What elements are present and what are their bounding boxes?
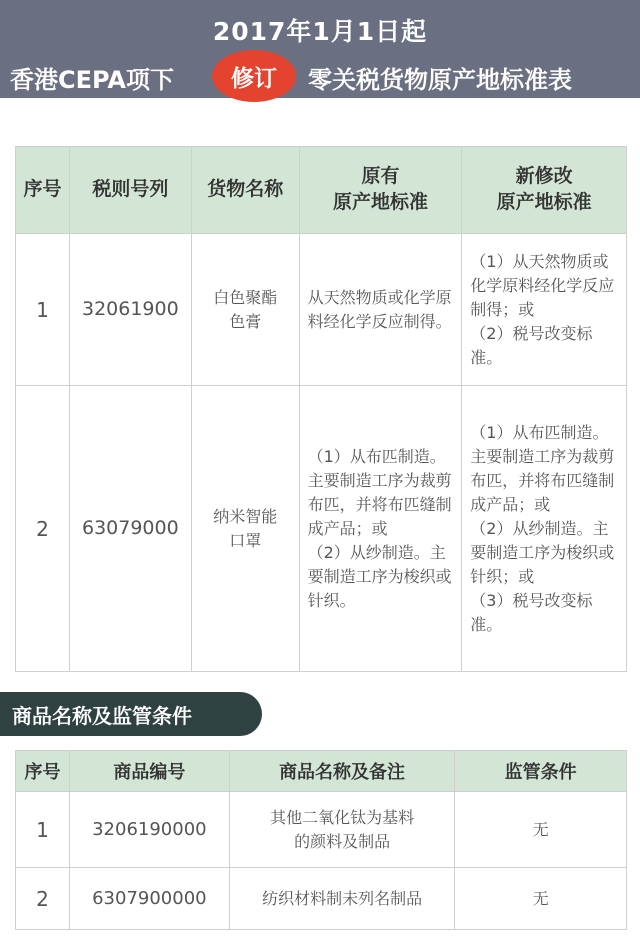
revised-badge: 修订 [212,50,296,102]
cell-new-standard: （1）从天然物质或化学原料经化学反应制得；或 （2）税号改变标准。 [462,234,627,386]
header-commodity-code: 商品编号 [69,751,229,792]
header-old-standard: 原有 原产地标准 [299,147,462,234]
table-row [16,792,627,868]
cell-goods-name: 白色聚酯色膏 [191,234,299,386]
banner-title-line [0,54,640,94]
cell-commodity-code: 3206190000 [69,792,229,868]
cell-commodity-name: 其他二氧化钛为基料 的颜料及制品 [229,792,455,868]
table-row [16,386,627,672]
header-supervision: 监管条件 [455,751,627,792]
cell-supervision: 无 [455,868,627,930]
banner-date-line: 2017年1月1日起 [212,17,428,46]
title-banner [0,0,640,98]
cell-new-standard: （1）从布匹制造。主要制造工序为裁剪布匹，并将布匹缝制成产品；或 （2）从纱制造。主要制造工序为梭织或针织；或 （3）税号改变标准。 [462,386,627,672]
cell-no: 1 [16,792,70,868]
supervision-table [15,750,627,930]
table-header-row [16,147,627,234]
table-row [16,234,627,386]
header-goods-name: 货物名称 [191,147,299,234]
cell-old-standard: 从天然物质或化学原料经化学反应制得。 [299,234,462,386]
header-no: 序号 [16,751,70,792]
banner-title-left: 香港CEPA项下 [10,66,174,94]
cell-no: 2 [16,386,70,672]
cell-commodity-code: 6307900000 [69,868,229,930]
table-header-row [16,751,627,792]
cell-no: 1 [16,234,70,386]
header-tariff-code: 税则号列 [69,147,191,234]
cell-tariff-code: 63079000 [69,386,191,672]
header-no: 序号 [16,147,70,234]
header-new-standard: 新修改 原产地标准 [462,147,627,234]
table-row [16,868,627,930]
cell-tariff-code: 32061900 [69,234,191,386]
cell-no: 2 [16,868,70,930]
banner-title-right: 零关税货物原产地标准表 [308,66,572,94]
origin-standard-table [15,146,627,672]
header-commodity-name: 商品名称及备注 [229,751,455,792]
cell-old-standard: （1）从布匹制造。主要制造工序为裁剪布匹，并将布匹缝制成产品；或 （2）从纱制造。主要制造工序为梭织或针织。 [299,386,462,672]
section-title: 商品名称及监管条件 [0,692,262,736]
cell-commodity-name: 纺织材料制未列名制品 [229,868,455,930]
cell-supervision: 无 [455,792,627,868]
cell-goods-name: 纳米智能口罩 [191,386,299,672]
